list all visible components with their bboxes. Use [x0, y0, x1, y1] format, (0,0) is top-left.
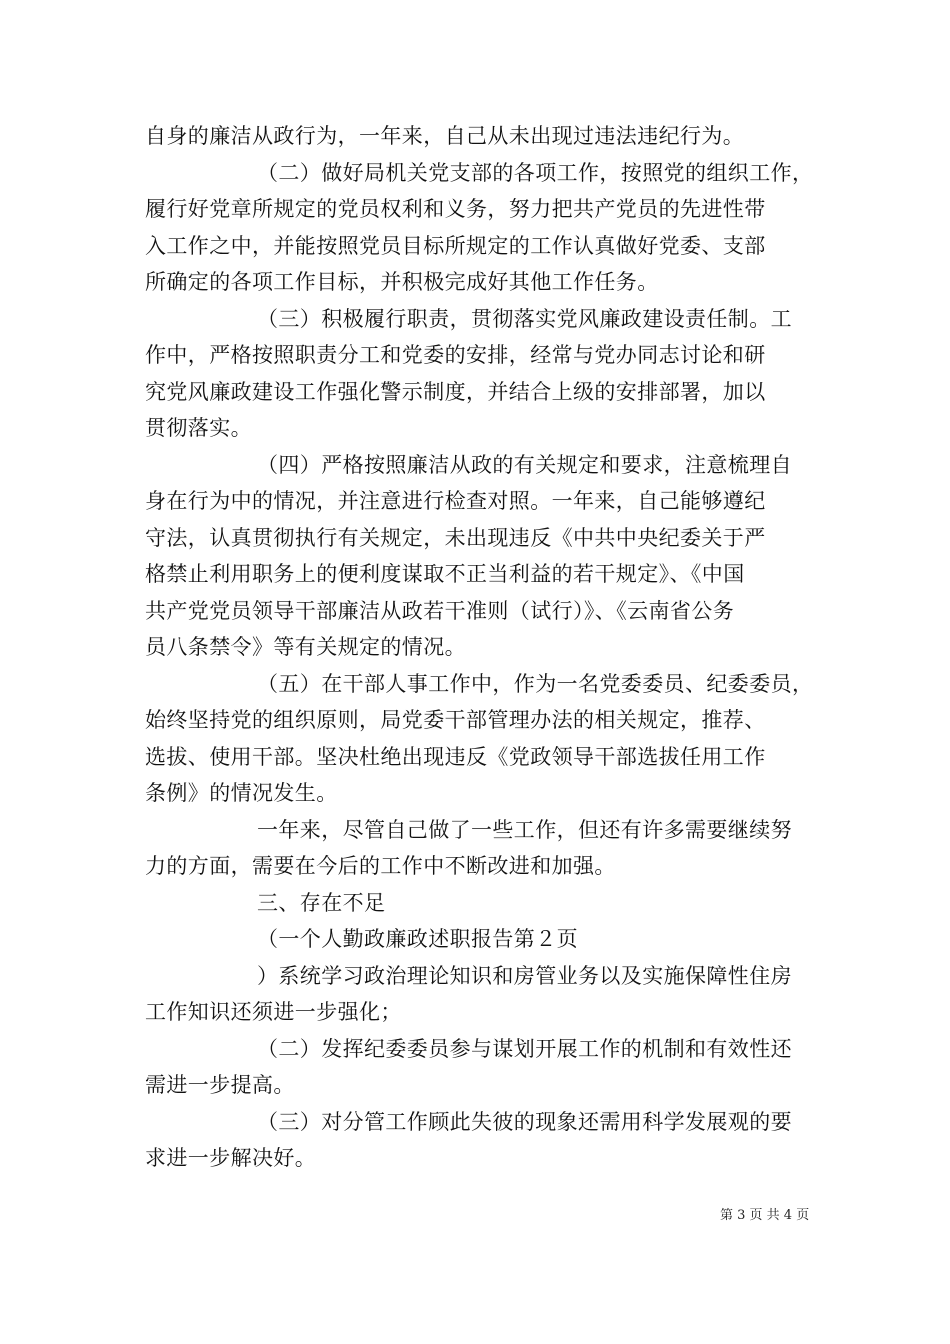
- text-line: 所确定的各项工作目标，并积极完成好其他工作任务。: [145, 270, 659, 294]
- text-line: 格禁止利用职务上的便利度谋取不正当利益的若干规定》、《中国: [145, 562, 745, 586]
- text-line: 选拔、使用干部。坚决杜绝出现违反《党政领导干部选拔任用工作: [145, 744, 766, 769]
- text-line: （二）发挥纪委委员参与谋划开展工作的机制和有效性还: [257, 1036, 792, 1061]
- text-line: （三）积极履行职责，贯彻落实党风廉政建设责任制。工: [257, 306, 792, 331]
- text-line: 共产党党员领导干部廉洁从政若干准则（试行）》、《云南省公务: [145, 598, 735, 623]
- text-line: ）系统学习政治理论知识和房管业务以及实施保障性住房: [257, 963, 792, 988]
- text-line: （一个人勤政廉政述职报告第２页: [257, 927, 578, 951]
- text-line: 贯彻落实。: [145, 416, 252, 440]
- text-line: 始终坚持党的组织原则，局党委干部管理办法的相关规定，推荐、: [145, 708, 766, 732]
- text-line: 自身的廉洁从政行为，一年来，自己从未出现过违法违纪行为。: [145, 124, 745, 148]
- text-line: 究党风廉政建设工作强化警示制度，并结合上级的安排部署，加以: [145, 379, 766, 404]
- text-line: 力的方面，需要在今后的工作中不断改进和加强。: [145, 854, 616, 878]
- document-body: [145, 118, 813, 1177]
- text-line: （五）在干部人事工作中，作为一名党委委员、纪委委员，: [257, 671, 814, 696]
- text-line: 工作知识还须进一步强化；: [145, 1000, 402, 1024]
- text-line: 身在行为中的情况，并注意进行检查对照。一年来，自己能够遵纪: [145, 489, 766, 513]
- text-line: 条例》的情况发生。: [145, 781, 338, 805]
- text-line: 需进一步提高。: [145, 1073, 295, 1097]
- text-line: 履行好党章所规定的党员权利和义务，努力把共产党员的先进性带: [145, 197, 766, 221]
- text-line: 求进一步解决好。: [145, 1146, 317, 1170]
- text-line: （二）做好局机关党支部的各项工作，按照党的组织工作，: [257, 160, 814, 185]
- page-footer: 第 3 页 共 4 页: [720, 1208, 810, 1223]
- text-line: （四）严格按照廉洁从政的有关规定和要求，注意梳理自: [257, 452, 792, 477]
- text-line: 三、存在不足: [257, 890, 386, 915]
- text-line: 一年来，尽管自己做了一些工作，但还有许多需要继续努: [257, 817, 792, 842]
- text-line: 入工作之中，并能按照党员目标所规定的工作认真做好党委、支部: [145, 233, 766, 258]
- text-line: 守法，认真贯彻执行有关规定，未出现违反《中共中央纪委关于严: [145, 525, 766, 550]
- text-line: 作中，严格按照职责分工和党委的安排，经常与党办同志讨论和研: [145, 343, 766, 367]
- text-line: 员八条禁令》等有关规定的情况。: [145, 635, 466, 659]
- text-line: （三）对分管工作顾此失彼的现象还需用科学发展观的要: [257, 1109, 792, 1134]
